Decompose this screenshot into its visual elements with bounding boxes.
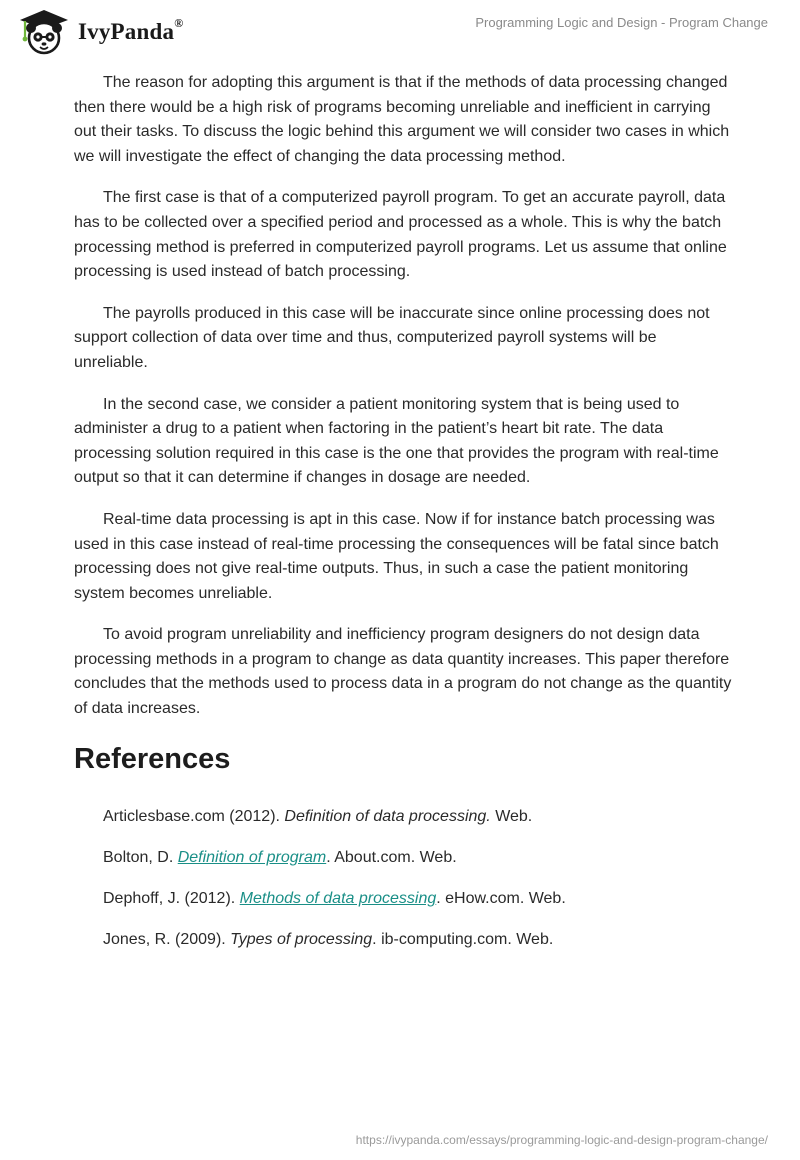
paragraph: The first case is that of a computerized payroll program. To get an accurate payroll, data has to be collected over a specified period and processed as a whole. This is why the batch processing method is preferred in computerized payroll programs. Let us assume that online processing is used instead of batch processing. xyxy=(74,189,727,281)
reference-title: Types of processing xyxy=(230,930,373,948)
paragraph: Real-time data processing is apt in this case. Now if for instance batch processing was used in this case instead of real-time processing the consequences will be fatal since batch processing does not give real-time outputs. Thus, in such a case the patient monitoring system becomes unreliable. xyxy=(74,510,719,602)
brand-name: IvyPanda® xyxy=(78,16,184,44)
panda-graduate-icon xyxy=(16,8,72,56)
source-url[interactable]: https://ivypanda.com/essays/programming-logic-and-design-program-change/ xyxy=(355,1133,768,1147)
paragraph: To avoid program unreliability and inefficiency program designers do not design data processing methods in a program to change as data quantity increases. This paper therefore concludes that the methods used to process data in a program do not change as the quantity of data increases. xyxy=(74,626,732,718)
page-header xyxy=(0,0,800,64)
paragraph: The payrolls produced in this case will be inaccurate since online processing does not support collection of data over time and thus, computerized payroll systems will be unreliable. xyxy=(74,304,710,371)
essay-content xyxy=(74,71,734,969)
references-heading: References xyxy=(74,742,231,775)
reference-link[interactable]: Definition of program xyxy=(177,848,327,866)
paragraph: The reason for adopting this argument is that if the methods of data processing changed then there would be a high risk of programs becoming unreliable and inefficient in carrying out their tasks. To discuss the logic behind this argument we will consider two cases in which we will investigate the effect of changing the data processing method. xyxy=(74,74,730,165)
reference-title: Definition of data processing. xyxy=(284,807,491,825)
reference-item: Dephoff, J. (2012). Methods of data processing. eHow.com. Web. xyxy=(103,889,566,907)
document-title: Programming Logic and Design - Program Change xyxy=(475,15,768,30)
ivypanda-logo[interactable] xyxy=(16,8,183,56)
paragraph: In the second case, we consider a patient monitoring system that is being used to administer a drug to a patient when factoring in the patient’s heart bit rate. The data processing solution required in this case is the one that provides the program with real-time output so that it can determine if changes in dosage are needed. xyxy=(74,395,719,487)
reference-item: Jones, R. (2009). Types of processing. ib-computing.com. Web. xyxy=(103,930,554,948)
reference-item: Articlesbase.com (2012). Definition of data processing. Web. xyxy=(103,807,533,825)
reference-link[interactable]: Methods of data processing xyxy=(239,889,437,907)
reference-item: Bolton, D. Definition of program. About.com. Web. xyxy=(103,848,457,866)
